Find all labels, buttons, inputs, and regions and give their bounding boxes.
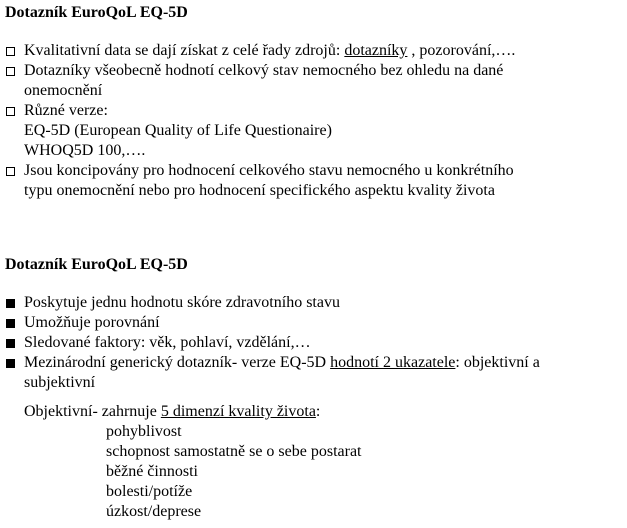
objective-prefix: Objektivní- zahrnuje (24, 403, 161, 420)
section2-list (0, 293, 627, 393)
list-item (0, 293, 600, 313)
item-text: typu onemocnění nebo pro hodnocení specifického aspektu kvality života (24, 182, 495, 199)
dimension-item: běžné činnosti (106, 463, 198, 480)
section1-list (0, 41, 627, 201)
item-text: Jsou koncipovány pro hodnocení celkového stavu nemocného u konkrétního (24, 162, 514, 179)
solid-square-bullet-icon (6, 299, 15, 308)
objective-block (0, 402, 627, 522)
list-item (0, 41, 600, 61)
underlined-term: dotazníky (344, 42, 408, 59)
item-text: Poskytuje jednu hodnotu skóre zdravotního stavu (24, 294, 340, 311)
item-text: , pozorování,…. (407, 42, 516, 59)
hollow-square-bullet-icon (6, 107, 15, 116)
item-text: : objektivní a (455, 354, 540, 371)
dimension-item: pohyblivost (106, 423, 182, 440)
item-text: Mezinárodní generický dotazník- verze EQ-5D (24, 354, 331, 371)
dimension-item: úzkost/deprese (106, 503, 202, 520)
underlined-term: 5 dimenzí kvality života (160, 403, 316, 420)
objective-line (0, 402, 627, 422)
hollow-square-bullet-icon (6, 67, 15, 76)
item-text: Dotazníky všeobecně hodnotí celkový stav nemocného bez ohledu na dané (24, 62, 504, 79)
item-text: Různé verze: (24, 102, 108, 119)
solid-square-bullet-icon (6, 339, 15, 348)
solid-square-bullet-icon (6, 359, 15, 368)
hollow-square-bullet-icon (6, 167, 15, 176)
solid-square-bullet-icon (6, 319, 15, 328)
list-item (0, 353, 600, 393)
list-item (0, 333, 600, 353)
item-text: Kvalitativní data se dají získat z celé řady zdrojů: (24, 42, 345, 59)
item-text: EQ-5D (European Quality of Life Questionaire) (24, 122, 332, 139)
dimension-item: schopnost samostatně se o sebe postarat (106, 443, 362, 460)
objective-suffix: : (315, 403, 321, 420)
dimension-item: bolesti/potíže (106, 483, 193, 500)
section1-heading: Dotazník EuroQoL EQ-5D (5, 4, 188, 21)
section2-heading: Dotazník EuroQoL EQ-5D (5, 256, 188, 273)
item-text: subjektivní (24, 374, 96, 391)
item-text: WHOQ5D 100,…. (24, 142, 146, 159)
list-item (0, 101, 600, 161)
list-item (0, 161, 600, 201)
list-item (0, 61, 600, 101)
item-text: Umožňuje porovnání (24, 314, 160, 331)
item-text: Sledované faktory: věk, pohlaví, vzdělání,… (24, 334, 311, 351)
underlined-term: hodnotí 2 ukazatele (330, 354, 456, 371)
item-text: onemocnění (24, 82, 103, 99)
hollow-square-bullet-icon (6, 47, 15, 56)
list-item (0, 313, 600, 333)
